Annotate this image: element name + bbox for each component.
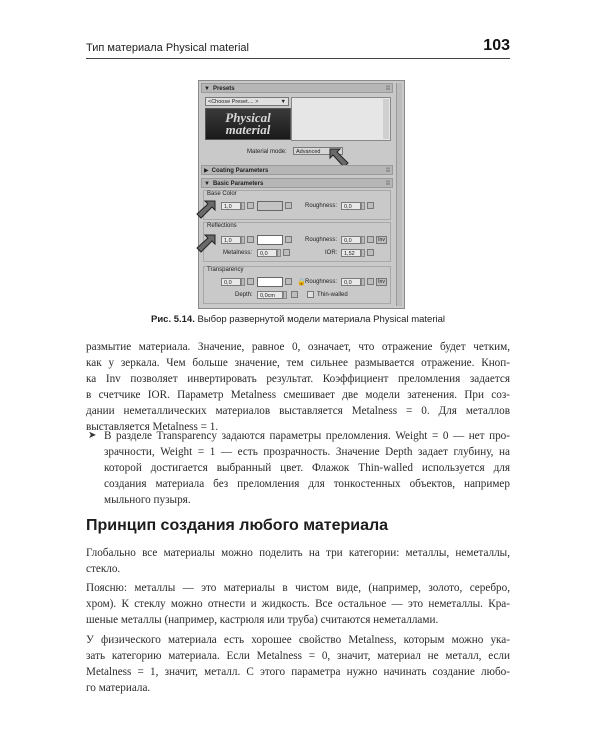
text-line: зать категорию материала. Если Metalness = 0, значит, материал не металл, если <box>86 650 510 662</box>
text-line: ка Inv позволяет инвертировать результат. Коэффициент преломления задается <box>86 373 510 385</box>
ior-value: 1,52 <box>344 251 355 257</box>
basic-label: Basic Parameters <box>212 181 264 187</box>
text-line: дании неметаллических материалов выставляется Metalness = 0. Для металлов <box>86 405 510 417</box>
collapsed-triangle-icon: ▶ <box>204 168 209 174</box>
spinner-icon <box>241 202 245 210</box>
spinner-icon <box>283 291 287 299</box>
refl-roughness-label: Roughness: <box>305 237 338 243</box>
base-weight-value: 1,0 <box>224 204 232 210</box>
map-button <box>247 202 254 209</box>
spinner-icon <box>277 249 281 257</box>
grip-dots-icon: ⁞⁞ <box>386 86 390 92</box>
figure-number: Рис. 5.14. <box>150 314 195 325</box>
dropdown-arrow-icon: ▼ <box>280 99 286 105</box>
depth-field <box>257 291 283 299</box>
spinner-icon <box>361 249 365 257</box>
physical-material-thumbnail <box>205 108 291 140</box>
figure-caption <box>86 314 510 325</box>
map-button <box>247 278 254 285</box>
paragraph-2 <box>86 545 510 577</box>
panel-scrollbar <box>396 83 402 306</box>
text-line: стекло. <box>86 563 121 575</box>
trans-roughness-value: 0,0 <box>344 280 352 286</box>
spinner-icon <box>361 202 365 210</box>
inv-button <box>376 278 387 286</box>
material-mode-label: Material mode: <box>247 149 287 155</box>
map-button <box>285 202 292 209</box>
base-color-swatch <box>257 201 283 211</box>
spinner-icon <box>241 236 245 244</box>
metalness-value: 0,0 <box>260 251 268 257</box>
presets-label: Presets <box>212 86 235 92</box>
metalness-field <box>257 249 277 257</box>
text-line: в счетчике IOR. Параметр Metalness смешивает две модели затенения. При соз- <box>86 389 510 401</box>
inv-label: Inv <box>378 279 385 285</box>
expand-triangle-icon: ▼ <box>204 86 210 92</box>
thumbnail-logo-line1: Physical <box>225 110 271 125</box>
trans-weight-value: 0,0 <box>224 280 232 286</box>
text-line: хром). К стеклу можно отнести и жидкость. Все остальное — это неметаллы. Кра- <box>86 598 510 610</box>
expand-triangle-icon: ▼ <box>204 181 210 187</box>
map-button <box>291 291 298 298</box>
metalness-label: Metalness: <box>223 250 253 256</box>
text-line: зрачности, Weight = 1 — есть прозрачность. Значение Depth задает глубину, на <box>104 446 510 458</box>
material-mode-value: Advanced <box>296 149 321 155</box>
reflections-label: Reflections <box>207 223 237 229</box>
base-weight-field <box>221 202 241 210</box>
thin-walled-label: Thin-walled <box>317 292 348 298</box>
paragraph-3 <box>86 580 510 628</box>
spinner-icon <box>241 278 245 286</box>
text-line: создания материала без преломления для тонкостенных объектов, например <box>104 478 510 490</box>
spinner-icon <box>361 236 365 244</box>
map-button <box>285 236 292 243</box>
running-header <box>86 38 510 59</box>
trans-roughness-field <box>341 278 361 286</box>
text-line: Поясню: металлы — это материалы в чистом виде, (например, золото, серебро, <box>86 582 510 594</box>
base-roughness-label: Roughness: <box>305 203 338 209</box>
map-button <box>367 202 374 209</box>
thin-walled-checkbox <box>307 291 314 298</box>
annotation-arrow-icon <box>195 197 219 221</box>
text-line: В разделе Transparency задаются параметры преломления. Weight = 0 — нет про- <box>104 430 510 442</box>
running-header-title: Тип материала Physical material <box>86 42 249 54</box>
text-line: размытие материала. Значение, равное 0, означает, что отражение будет четким, <box>86 341 510 353</box>
refl-roughness-value: 0,0 <box>344 238 352 244</box>
choose-preset-dropdown <box>205 97 289 106</box>
reflection-color-swatch <box>257 235 283 245</box>
bullet-arrow-icon: ➤ <box>88 430 97 441</box>
physical-material-panel-figure <box>198 80 405 309</box>
map-button <box>367 249 374 256</box>
trans-roughness-label: Roughness: <box>305 279 338 285</box>
map-button <box>367 236 374 243</box>
refl-weight-field <box>221 236 241 244</box>
map-button <box>283 249 290 256</box>
text-line: которой достигается выбранный цвет. Флажок Thin-walled используется для <box>104 462 510 474</box>
refl-roughness-field <box>341 236 361 244</box>
grip-dots-icon: ⁞⁞ <box>386 168 390 174</box>
grip-dots-icon: ⁞⁞ <box>386 181 390 187</box>
text-line: Глобально все материалы можно поделить на три категории: металлы, неметаллы, <box>86 547 510 559</box>
page-number: 103 <box>483 37 510 54</box>
depth-label: Depth: <box>235 292 253 298</box>
map-button <box>285 278 292 285</box>
paragraph-1 <box>86 339 510 435</box>
transparency-color-swatch <box>257 277 283 287</box>
preset-list-scrollbar <box>383 99 389 139</box>
text-line: выставляется Metalness = 1. <box>86 421 219 433</box>
transparency-label: Transparency <box>207 267 244 273</box>
section-heading: Принцип создания любого материала <box>86 517 389 534</box>
map-button <box>367 278 374 285</box>
preset-list-box <box>291 97 391 141</box>
refl-weight-value: 1,0 <box>224 238 232 244</box>
text-line: мыльного пузыря. <box>104 494 191 506</box>
inv-button <box>376 236 387 244</box>
base-roughness-field <box>341 202 361 210</box>
depth-value: 0,0cm <box>260 293 275 299</box>
base-color-label: Base Color <box>207 191 237 197</box>
choose-preset-text: <Choose Preset.... > <box>208 99 259 105</box>
annotation-arrow-icon <box>195 231 219 255</box>
coating-label: Coating Parameters <box>211 168 269 174</box>
coating-rollout-header <box>201 165 393 175</box>
map-button <box>247 236 254 243</box>
lock-icon: 🔒 <box>297 279 306 286</box>
trans-weight-field <box>221 278 241 286</box>
text-line: У физического материала есть хорошее свойство Metalness, которым можно ука- <box>86 634 510 646</box>
text-line: го материала. <box>86 682 151 694</box>
thumbnail-logo-line2: material <box>225 122 271 137</box>
base-roughness-value: 0,0 <box>344 204 352 210</box>
text-line: как у зеркала. Чем больше значение, тем сильнее размывается отражение. Кноп- <box>86 357 510 369</box>
text-line: шеные металлы (например, кастрюля или труба) считаются неметаллами. <box>86 614 439 626</box>
presets-rollout-header <box>201 83 393 93</box>
spinner-icon <box>361 278 365 286</box>
ior-field <box>341 249 361 257</box>
bullet-paragraph <box>104 428 510 508</box>
basic-rollout-header <box>201 178 393 188</box>
paragraph-4 <box>86 632 510 696</box>
text-line: Metalness = 1, значит, металл. С этого параметра нужно начинать создание любо- <box>86 666 510 678</box>
figure-caption-text: Выбор развернутой модели материала Physical material <box>194 314 445 325</box>
ior-label: IOR: <box>325 250 338 256</box>
inv-label: Inv <box>378 237 385 243</box>
